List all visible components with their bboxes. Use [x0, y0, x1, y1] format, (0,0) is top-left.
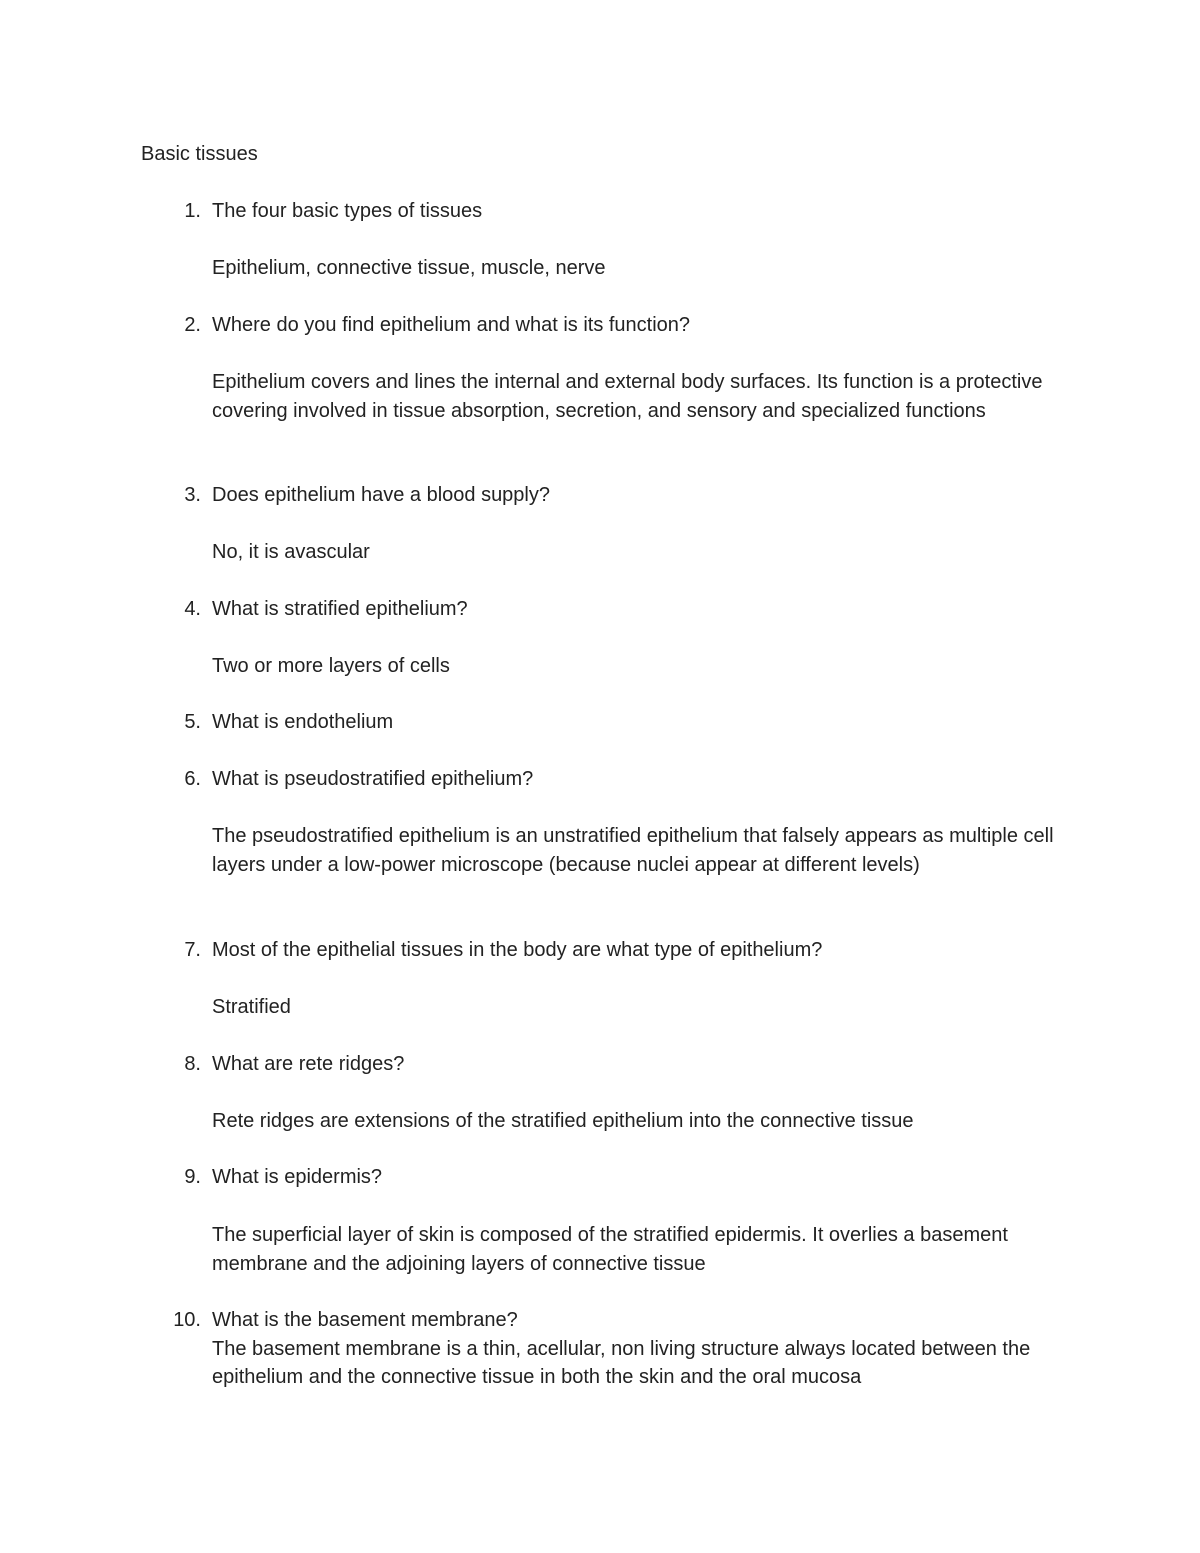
question-text: What is the basement membrane? — [212, 1309, 518, 1331]
item-number: 1. — [184, 200, 201, 222]
document-title: Basic tissues — [141, 143, 258, 165]
item-number: 4. — [184, 598, 201, 620]
question-text: What is endothelium — [212, 711, 394, 733]
question-text: What is stratified epithelium? — [212, 598, 468, 620]
item-number: 10. — [173, 1309, 201, 1331]
item-number: 9. — [184, 1166, 201, 1188]
question-text: Most of the epithelial tissues in the body are what type of epithelium? — [212, 939, 823, 961]
question-text: What are rete ridges? — [212, 1053, 405, 1075]
answer-text: Rete ridges are extensions of the stratified epithelium into the connective tissue — [212, 1110, 914, 1132]
question-text: What is pseudostratified epithelium? — [212, 768, 534, 790]
answer-text: Epithelium, connective tissue, muscle, nerve — [212, 257, 606, 279]
question-text: Where do you find epithelium and what is its function? — [212, 314, 691, 336]
item-number: 3. — [184, 484, 201, 506]
answer-text: Epithelium covers and lines the internal and external body surfaces. Its function is a protective covering involved in tissue absorption, secretion, and sensory and specialized functions — [212, 371, 1043, 422]
answer-text: The superficial layer of skin is composed of the stratified epidermis. It overlies a basement membrane and the adjoining layers of connective tissue — [212, 1224, 1008, 1275]
question-text: Does epithelium have a blood supply? — [212, 484, 550, 506]
question-text: What is epidermis? — [212, 1166, 383, 1188]
item-number: 8. — [184, 1053, 201, 1075]
answer-text: The basement membrane is a thin, acellular, non living structure always located between the epithelium and the connective tissue in both the skin and the oral mucosa — [212, 1337, 1031, 1388]
item-number: 7. — [184, 939, 201, 961]
answer-text: Stratified — [212, 996, 291, 1018]
question-text: The four basic types of tissues — [212, 200, 483, 222]
answer-text: No, it is avascular — [212, 541, 370, 563]
answer-text: The pseudostratified epithelium is an unstratified epithelium that falsely appears as multiple cell layers under a low-power microscope (because nuclei appear at different levels) — [212, 825, 1054, 876]
item-number: 5. — [184, 711, 201, 733]
item-number: 6. — [184, 768, 201, 790]
answer-text: Two or more layers of cells — [212, 655, 450, 677]
item-number: 2. — [184, 314, 201, 336]
